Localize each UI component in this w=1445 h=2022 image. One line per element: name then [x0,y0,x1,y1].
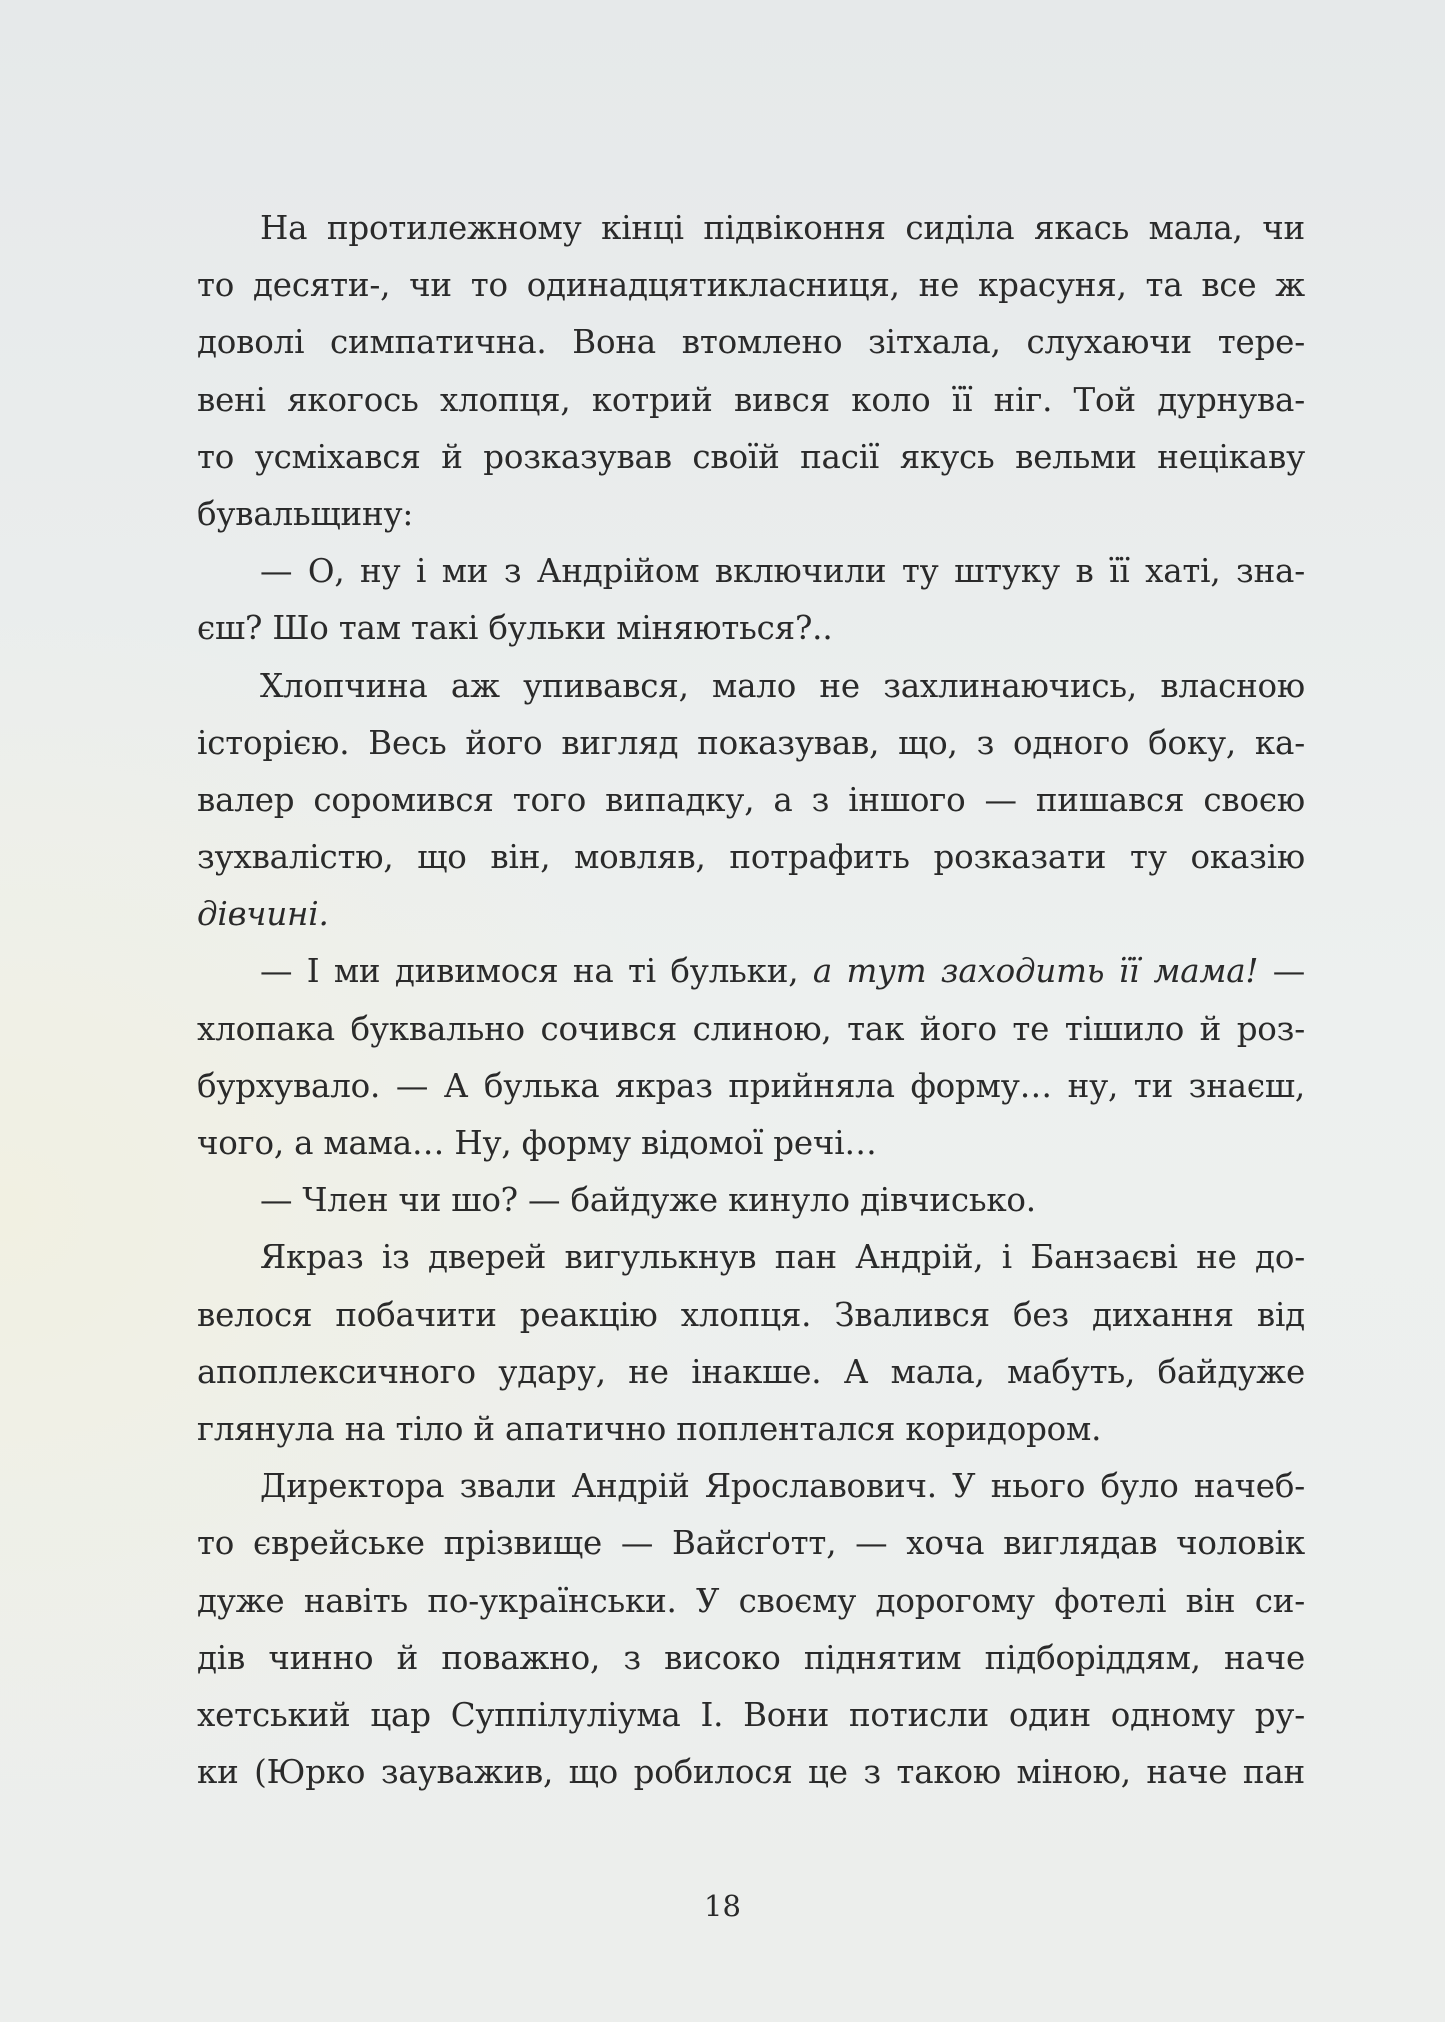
text-line [197,200,1305,257]
line-text: Якраз із дверей вигулькнув пан Андрій, і Банзаєві не до- [260,1238,1305,1277]
text-line [197,772,1305,829]
line-text: історією. Весь його вигляд показував, що, з одного боку, ка- [197,723,1305,762]
italic-text: а тут заходить її мама! [812,952,1259,991]
text-line [197,1401,1305,1458]
line-text: то десяти-, чи то одинадцятикласниця, не красуня, та все ж [197,266,1305,305]
text-line [197,429,1305,486]
text-line [197,1344,1305,1401]
text-line [197,1115,1305,1172]
line-text: дів чинно й поважно, з високо піднятим підборіддям, наче [197,1638,1305,1677]
text-line [197,1229,1305,1286]
line-text: вені якогось хлопця, котрий вився коло її ніг. Той дурнува- [197,380,1305,419]
text-line [197,1287,1305,1344]
line-text: бувальщину: [197,494,414,533]
text-line [197,1058,1305,1115]
line-text: велося побачити реакцію хлопця. Звалився без дихання від [197,1295,1305,1334]
line-text: На протилежному кінці підвіконня сиділа якась мала, чи [260,209,1305,247]
line-text: Директора звали Андрій Ярославович. У нього було начеб- [260,1467,1305,1506]
text-line [197,314,1305,371]
text-line [197,658,1305,715]
line-text: то єврейське прізвище — Вайсґотт, — хоча виглядав чоловік [197,1524,1305,1563]
line-text: — [1258,952,1305,991]
italic-text: дівчині. [197,895,329,934]
page-number: 18 [704,1889,741,1923]
text-line [197,600,1305,657]
text-line [197,1630,1305,1687]
text-line [197,1515,1305,1572]
text-line [197,1573,1305,1630]
line-text: дуже навіть по-українськи. У своєму дорогому фотелі він си- [197,1581,1305,1620]
text-line [197,943,1305,1000]
line-text: хетський цар Суппілуліума І. Вони потисли один одному ру- [197,1695,1305,1734]
line-text: ки (Юрко зауважив, що робилося це з такою міною, наче пан [197,1753,1305,1792]
line-text: апоплексичного удару, не інакше. А мала, мабуть, байдуже [197,1352,1305,1391]
line-text: — Член чи шо? — байдуже кинуло дівчисько. [260,1181,1036,1220]
body-text [197,200,1305,1801]
text-line [197,543,1305,600]
line-text: бурхувало. — А булька якраз прийняла форму… ну, ти знаєш, [197,1066,1305,1105]
line-text: то усміхався й розказував своїй пасії якусь вельми нецікаву [197,437,1305,476]
text-line [197,372,1305,429]
line-text: зухвалістю, що він, мовляв, потрафить розказати ту оказію [197,838,1305,877]
line-text: Хлопчина аж упивався, мало не захлинаючись, власною [260,666,1305,705]
text-line [197,1001,1305,1058]
text-line [197,886,1305,943]
text-line [197,715,1305,772]
text-line [197,829,1305,886]
line-text: доволі симпатична. Вона втомлено зітхала, слухаючи тере- [197,323,1305,362]
line-text: валер соромився того випадку, а з іншого — пишався своєю [197,780,1305,819]
line-text: чого, а мама… Ну, форму відомої речі… [197,1124,877,1162]
text-line [197,257,1305,314]
text-line [197,1458,1305,1515]
line-text: єш? Шо там такі бульки міняються?.. [197,609,833,648]
text-line [197,1744,1305,1801]
text-line [197,1687,1305,1744]
line-text: хлопака буквально сочився слиною, так його те тішило й роз- [197,1009,1305,1048]
line-text: — І ми дивимося на ті бульки, [260,952,813,991]
text-line [197,486,1305,543]
line-text: — О, ну і ми з Андрійом включили ту штуку в її хаті, зна- [260,552,1305,591]
line-text: глянула на тіло й апатично поплентался коридором. [197,1409,1102,1448]
text-line [197,1172,1305,1229]
